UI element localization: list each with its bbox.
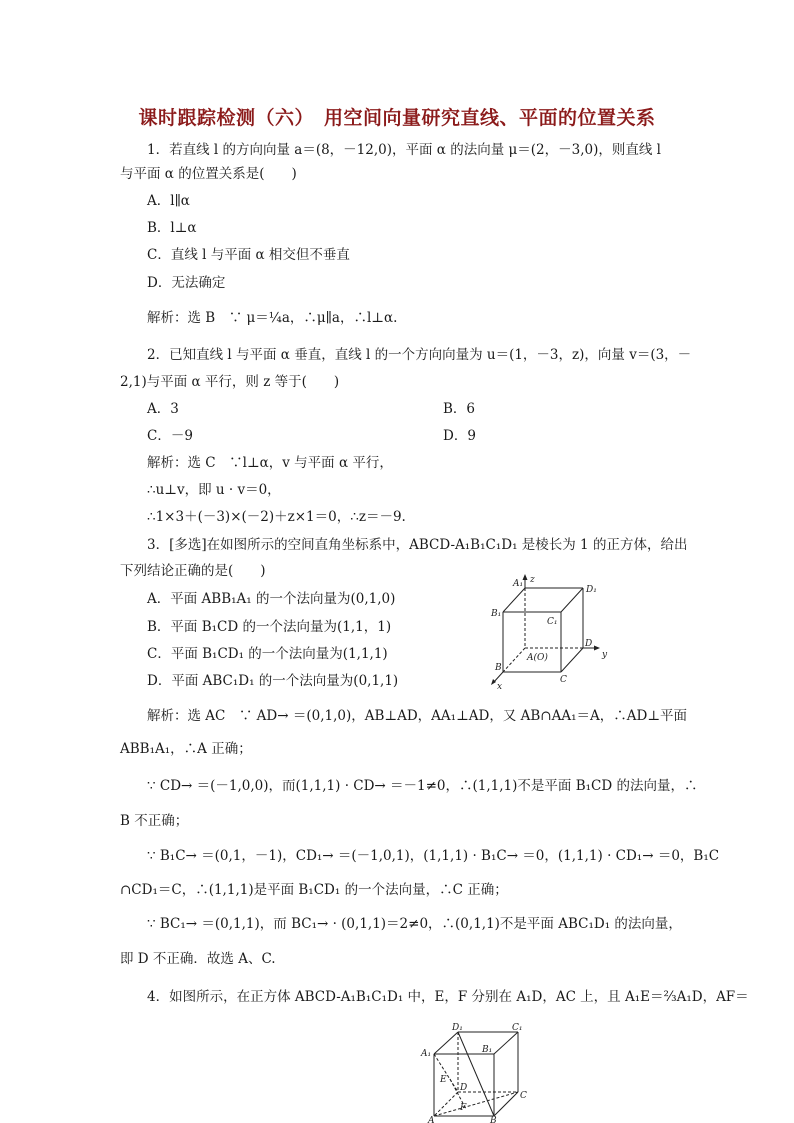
- label-d1: D₁: [452, 1023, 463, 1033]
- text-line: ∴1×3＋(－3)×(－2)＋z×1＝0，∴z＝－9.: [147, 509, 406, 525]
- axis-z-label: z: [530, 575, 535, 585]
- text-line: ∩CD₁＝C，∴(1,1,1)是平面 B₁CD₁ 的一个法向量，∴C 正确；: [120, 882, 508, 898]
- text-line: D．无法确定: [147, 275, 226, 291]
- text-line: 与平面 α 的位置关系是( ): [120, 166, 297, 182]
- text-line: C．－9: [147, 428, 193, 444]
- label-f: F: [460, 1103, 467, 1113]
- label-d1: D₁: [586, 585, 597, 595]
- text-line: 解析：选 AC ∵ AD→ ＝(0,1,0)，AB⊥AD，AA₁⊥AD，又 AB∩AA₁＝A，∴AD⊥平面: [147, 708, 688, 724]
- text-line: ∵ BC₁→ ＝(0,1,1)，而 BC₁→ · (0,1,1)＝2≠0，∴(0,1,1)不是平面 ABC₁D₁ 的法向量，: [147, 916, 682, 932]
- text-line: A．平面 ABB₁A₁ 的一个法向量为(0,1,0): [147, 591, 396, 607]
- text-line: C．平面 B₁CD₁ 的一个法向量为(1,1,1): [147, 646, 388, 662]
- text-line: 4．如图所示，在正方体 ABCD-A₁B₁C₁D₁ 中，E，F 分别在 A₁D，AC 上，且 A₁E＝⅔A₁D，AF＝: [147, 989, 749, 1005]
- text-line: 即 D 不正确．故选 A、C.: [120, 951, 276, 967]
- text-line: 2,1)与平面 α 平行，则 z 等于( ): [120, 374, 340, 390]
- label-c1: C₁: [547, 617, 558, 627]
- cube-ef-figure: [418, 1020, 534, 1123]
- text-line: ∴u⊥v，即 u · v＝0，: [147, 482, 281, 498]
- label-b1: B₁: [491, 609, 502, 619]
- text-line: B．6: [443, 401, 476, 417]
- label-b: B: [490, 1116, 497, 1123]
- text-line: D．平面 ABC₁D₁ 的一个法向量为(0,1,1): [147, 673, 399, 689]
- text-line: 1．若直线 l 的方向向量 a＝(8，－12,0)，平面 α 的法向量 μ＝(2，－3,0)，则直线 l: [147, 142, 661, 158]
- label-c1: C₁: [512, 1023, 523, 1033]
- text-line: ABB₁A₁，∴A 正确；: [120, 741, 252, 757]
- text-line: B．平面 B₁CD 的一个法向量为(1,1，1): [147, 619, 392, 635]
- label-a1: A₁: [421, 1049, 432, 1059]
- label-a: A: [428, 1116, 435, 1123]
- text-line: 解析：选 B ∵ μ＝¼a，∴μ∥a，∴l⊥α.: [147, 310, 398, 326]
- label-d: D: [460, 1083, 468, 1093]
- page-title: 课时跟踪检测（六） 用空间向量研究直线、平面的位置关系: [138, 107, 656, 129]
- text-line: 3．[多选]在如图所示的空间直角坐标系中，ABCD-A₁B₁C₁D₁ 是棱长为 1 的正方体，给出: [147, 537, 688, 553]
- text-line: C．直线 l 与平面 α 相交但不垂直: [147, 247, 350, 263]
- text-line: 下列结论正确的是( ): [120, 563, 266, 579]
- label-b: B: [495, 663, 502, 673]
- text-line: B．l⊥α: [147, 220, 197, 236]
- label-e: E: [440, 1075, 447, 1085]
- text-line: A．l∥α: [147, 193, 190, 209]
- label-d: D: [585, 639, 593, 649]
- label-b1: B₁: [482, 1045, 493, 1055]
- axis-x-label: x: [497, 682, 503, 690]
- label-a1: A₁: [513, 579, 524, 589]
- label-c: C: [560, 675, 567, 685]
- cube-axes-figure: [485, 572, 615, 690]
- text-line: 2．已知直线 l 与平面 α 垂直，直线 l 的一个方向向量为 u＝(1，－3，z)，向量 v＝(3，－: [147, 347, 692, 363]
- text-line: 解析：选 C ∵l⊥α，v 与平面 α 平行，: [147, 455, 393, 471]
- axis-y-label: y: [602, 650, 608, 660]
- text-line: A．3: [147, 401, 179, 417]
- text-line: ∵ B₁C→ ＝(0,1，－1)，CD₁→ ＝(－1,0,1)，(1,1,1) · B₁C→ ＝0，(1,1,1) · CD₁→ ＝0，B₁C: [147, 848, 720, 864]
- text-line: D．9: [443, 428, 476, 444]
- text-line: ∵ CD→ ＝(－1,0,0)，而(1,1,1) · CD→ ＝－1≠0，∴(1,1,1)不是平面 B₁CD 的法向量，∴: [147, 778, 698, 794]
- label-a-origin: A(O): [527, 653, 548, 663]
- text-line: B 不正确；: [120, 813, 189, 829]
- label-c: C: [520, 1091, 527, 1101]
